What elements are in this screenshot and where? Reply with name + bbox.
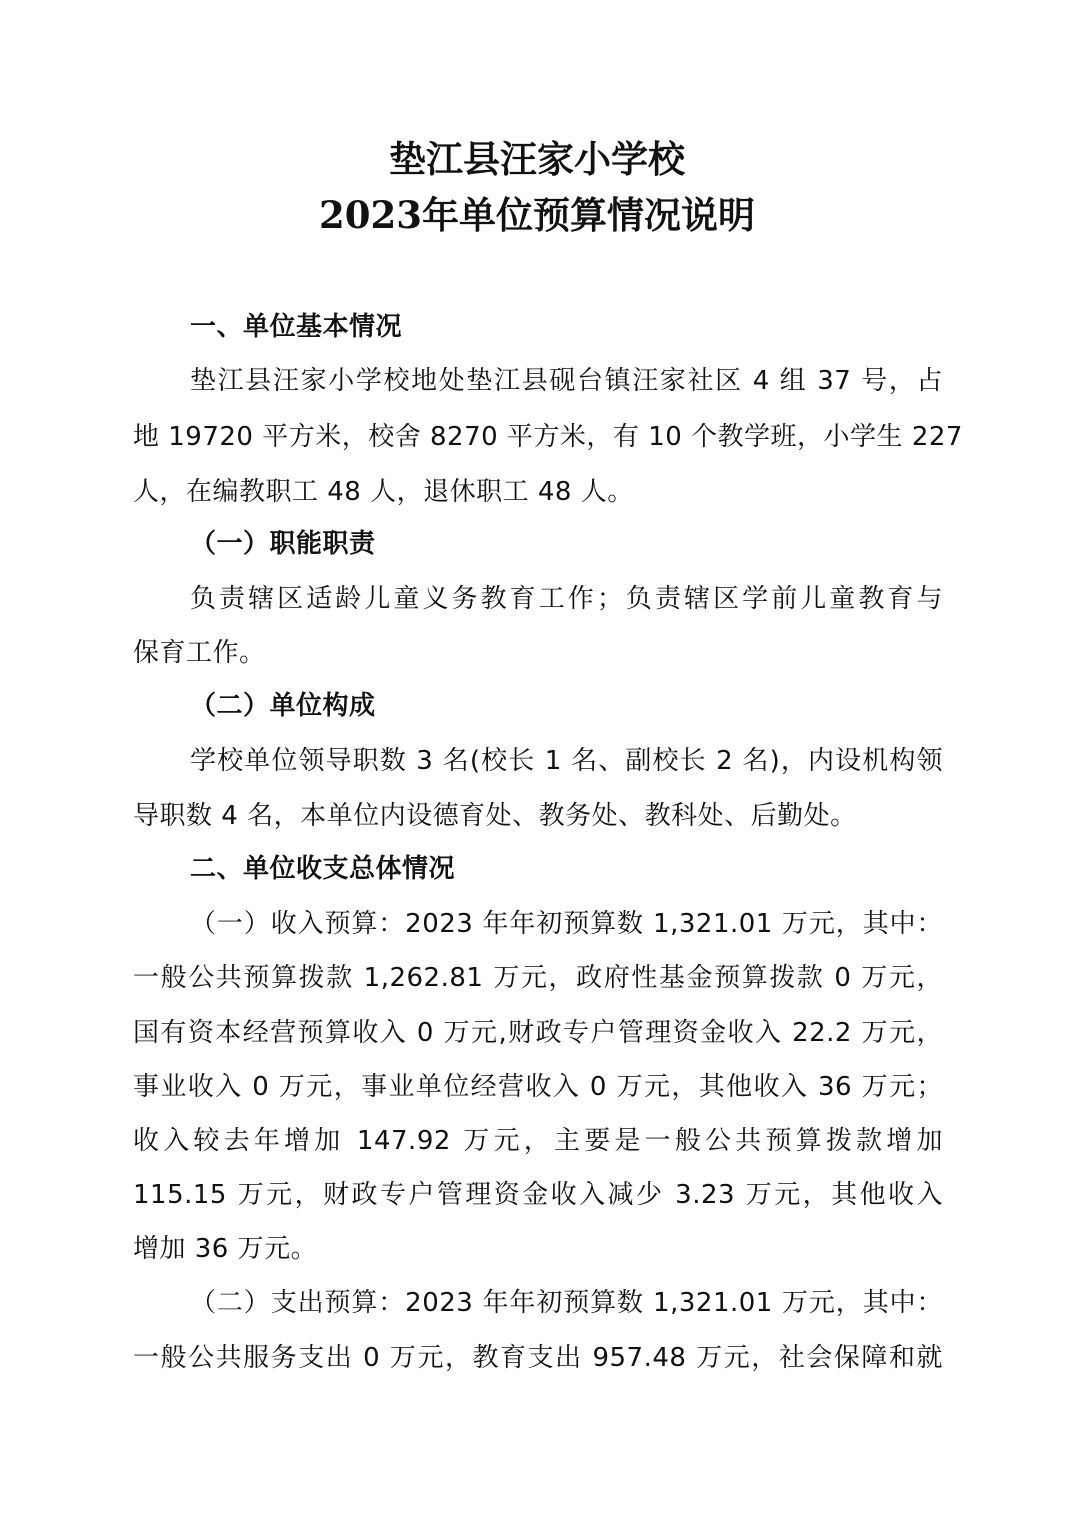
paragraph-line: 保育工作。 bbox=[133, 638, 266, 668]
paragraph-line: 垫江县汪家小学校地处垫江县砚台镇汪家社区 4 组 37 号，占 bbox=[190, 366, 943, 396]
paragraph-line: 增加 36 万元。 bbox=[133, 1234, 318, 1264]
section2-heading: 二、单位收支总体情况 bbox=[190, 854, 456, 884]
document-title-line2: 2023年单位预算情况说明 bbox=[319, 193, 755, 237]
paragraph-line: 学校单位领导职数 3 名(校长 1 名、副校长 2 名)，内设机构领 bbox=[190, 746, 943, 776]
paragraph-line: 地 19720 平方米，校舍 8270 平方米，有 10 个教学班，小学生 227 bbox=[133, 422, 963, 452]
paragraph-line: 国有资本经营预算收入 0 万元,财政专户管理资金收入 22.2 万元， bbox=[133, 1018, 943, 1048]
sub1-heading: （一）职能职责 bbox=[190, 529, 376, 559]
paragraph-line: 收入较去年增加 147.92 万元，主要是一般公共预算拨款增加 bbox=[133, 1126, 943, 1156]
document-title-line1: 垫江县汪家小学校 bbox=[389, 137, 685, 181]
paragraph-line: （二）支出预算：2023 年年初预算数 1,321.01 万元，其中： bbox=[190, 1288, 943, 1318]
paragraph-line: 115.15 万元，财政专户管理资金收入减少 3.23 万元，其他收入 bbox=[133, 1180, 943, 1210]
paragraph-line: 负责辖区适龄儿童义务教育工作；负责辖区学前儿童教育与 bbox=[190, 584, 943, 614]
paragraph-line: 人，在编教职工 48 人，退休职工 48 人。 bbox=[133, 477, 634, 507]
paragraph-line: 一般公共服务支出 0 万元，教育支出 957.48 万元，社会保障和就 bbox=[133, 1343, 943, 1373]
paragraph-line: 导职数 4 名，本单位内设德育处、教务处、教科处、后勤处。 bbox=[133, 801, 857, 831]
sub2-heading: （二）单位构成 bbox=[190, 691, 376, 721]
paragraph-line: 一般公共预算拨款 1,262.81 万元，政府性基金预算拨款 0 万元， bbox=[133, 963, 943, 993]
paragraph-line: （一）收入预算：2023 年年初预算数 1,321.01 万元，其中： bbox=[190, 909, 943, 939]
paragraph-line: 事业收入 0 万元，事业单位经营收入 0 万元，其他收入 36 万元； bbox=[133, 1072, 943, 1102]
section1-heading: 一、单位基本情况 bbox=[190, 312, 403, 342]
